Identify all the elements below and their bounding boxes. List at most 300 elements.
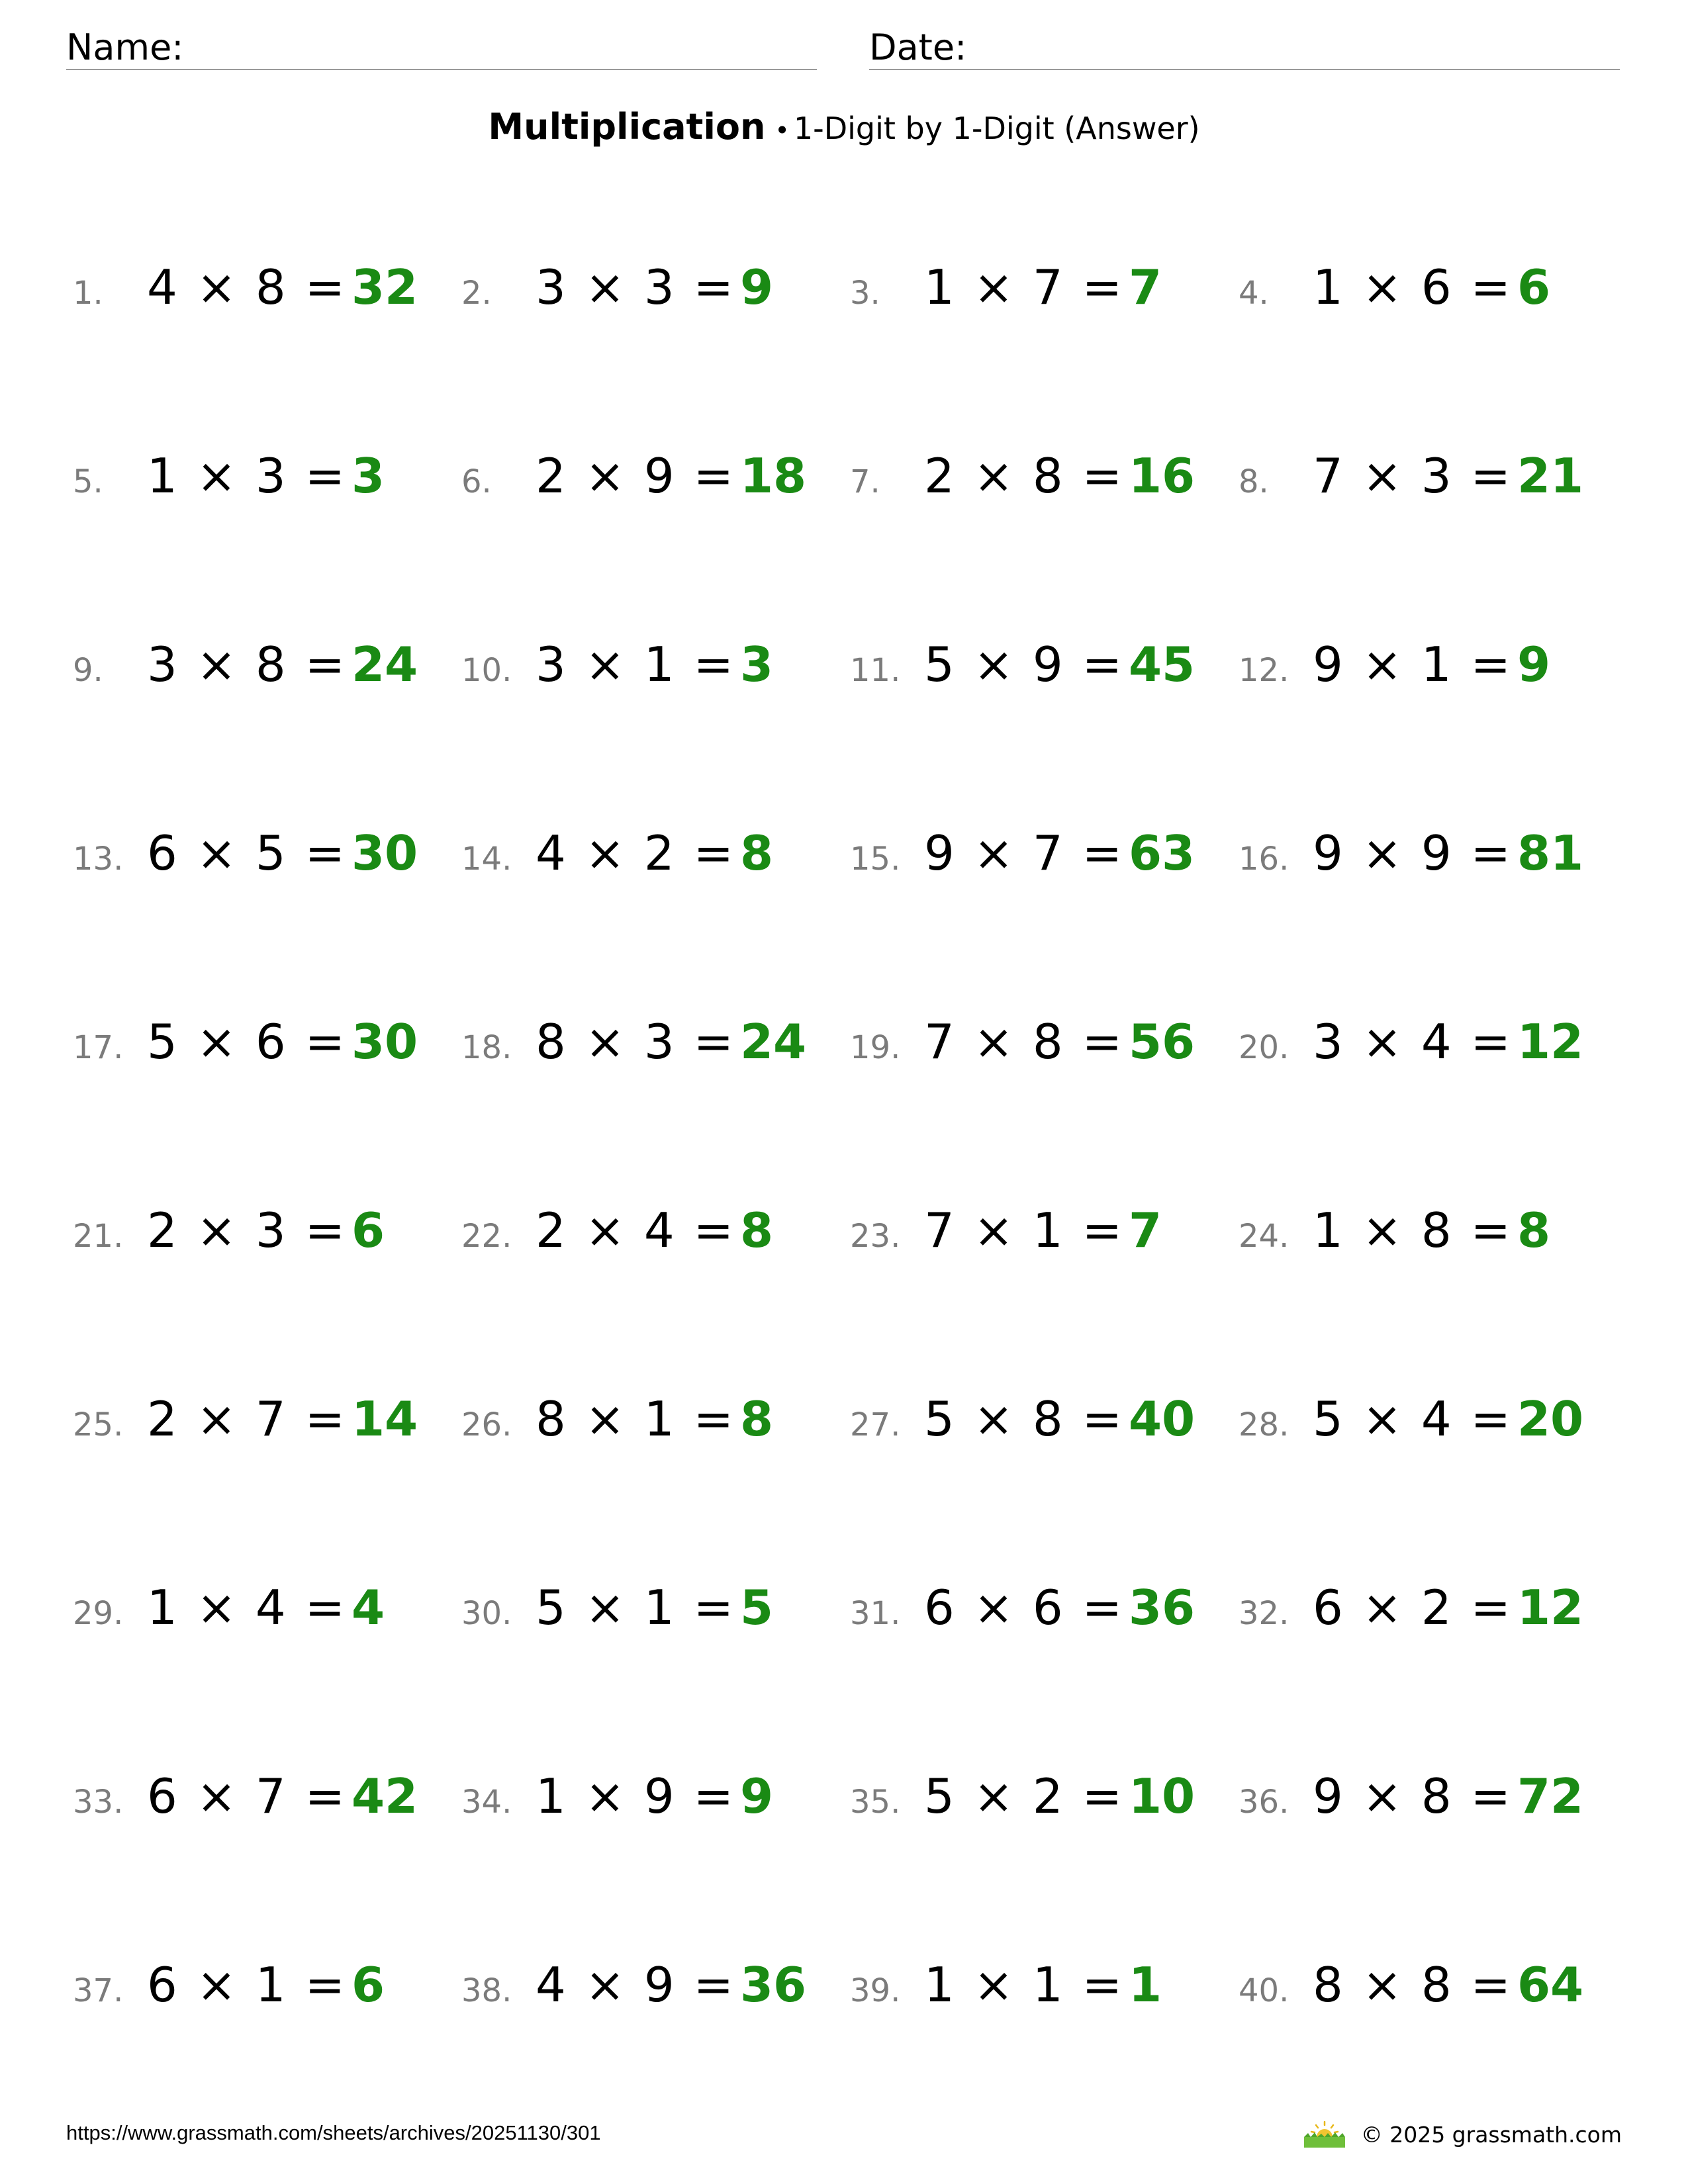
equals-symbol: =	[693, 825, 733, 881]
problem-item	[73, 1580, 461, 1646]
equals-symbol: =	[1470, 1580, 1511, 1635]
answer: 36	[1128, 1580, 1196, 1635]
factor-a: 1	[147, 1580, 177, 1635]
factor-a: 8	[536, 1391, 566, 1447]
times-symbol: ×	[1362, 1391, 1403, 1447]
factor-a: 9	[1313, 825, 1343, 881]
answer: 18	[739, 448, 807, 504]
problem-expression	[1313, 637, 1511, 692]
problem-item	[1239, 1580, 1627, 1646]
times-symbol: ×	[585, 1391, 626, 1447]
times-symbol: ×	[585, 637, 626, 692]
answer: 20	[1517, 1391, 1584, 1447]
times-symbol: ×	[1362, 637, 1403, 692]
factor-a: 4	[536, 1957, 566, 2013]
name-label: Name:	[66, 26, 184, 68]
times-symbol: ×	[585, 1203, 626, 1258]
times-symbol: ×	[973, 825, 1014, 881]
times-symbol: ×	[196, 637, 237, 692]
times-symbol: ×	[1362, 1014, 1403, 1069]
equals-symbol: =	[1082, 1203, 1122, 1258]
problem-number: 28.	[1239, 1406, 1289, 1443]
problem-item	[850, 1391, 1239, 1457]
answer: 64	[1517, 1957, 1584, 2013]
answer: 7	[1128, 1203, 1162, 1258]
factor-a: 5	[1313, 1391, 1343, 1447]
factor-b: 8	[1421, 1768, 1452, 1824]
problem-item	[1239, 1957, 1627, 2023]
problem-number: 14.	[461, 841, 512, 878]
factor-a: 5	[924, 637, 955, 692]
problem-expression	[536, 1580, 733, 1635]
answer: 6	[1517, 259, 1551, 315]
factor-a: 9	[1313, 1768, 1343, 1824]
equals-symbol: =	[693, 1014, 733, 1069]
factor-a: 2	[147, 1391, 177, 1447]
times-symbol: ×	[196, 448, 237, 504]
equals-symbol: =	[1082, 259, 1122, 315]
factor-b: 1	[643, 1580, 675, 1635]
factor-b: 7	[255, 1391, 286, 1447]
problem-expression	[924, 448, 1122, 504]
problem-expression	[147, 825, 345, 881]
answer: 24	[739, 1014, 807, 1069]
answer: 10	[1128, 1768, 1196, 1824]
equals-symbol: =	[305, 1580, 345, 1635]
problem-item	[1239, 1014, 1627, 1080]
equals-symbol: =	[305, 259, 345, 315]
problem-expression	[536, 259, 733, 315]
problem-number: 38.	[461, 1972, 512, 2009]
problem-item	[73, 1203, 461, 1269]
footer-url[interactable]: https://www.grassmath.com/sheets/archives/20251130/301	[66, 2121, 601, 2144]
factor-a: 4	[147, 259, 177, 315]
problem-expression	[147, 1203, 345, 1258]
problem-number: 16.	[1239, 841, 1289, 878]
factor-b: 8	[1032, 448, 1063, 504]
answer: 6	[351, 1957, 385, 2013]
problem-item	[73, 1391, 461, 1457]
equals-symbol: =	[1082, 1957, 1122, 2013]
times-symbol: ×	[585, 448, 626, 504]
answer: 32	[351, 259, 418, 315]
problem-item	[1239, 637, 1627, 703]
problem-number: 25.	[73, 1406, 124, 1443]
problem-item	[461, 1391, 850, 1457]
equals-symbol: =	[305, 1014, 345, 1069]
factor-a: 6	[924, 1580, 955, 1635]
problem-item	[73, 259, 461, 326]
equals-symbol: =	[305, 825, 345, 881]
problem-expression	[1313, 825, 1511, 881]
footer-copyright	[1303, 2120, 1622, 2149]
problem-item	[461, 1768, 850, 1835]
equals-symbol: =	[693, 1391, 733, 1447]
problem-number: 21.	[73, 1218, 124, 1255]
factor-b: 3	[255, 1203, 286, 1258]
answer: 5	[739, 1580, 774, 1635]
problem-item	[1239, 1391, 1627, 1457]
times-symbol: ×	[973, 1203, 1014, 1258]
equals-symbol: =	[1470, 1203, 1511, 1258]
factor-b: 4	[643, 1203, 675, 1258]
factor-b: 4	[255, 1580, 286, 1635]
factor-a: 3	[536, 259, 566, 315]
equals-symbol: =	[693, 259, 733, 315]
times-symbol: ×	[196, 1957, 237, 2013]
problem-number: 27.	[850, 1406, 901, 1443]
equals-symbol: =	[305, 637, 345, 692]
equals-symbol: =	[1082, 1580, 1122, 1635]
problem-number: 35.	[850, 1784, 901, 1821]
factor-a: 4	[536, 825, 566, 881]
problem-number: 5.	[73, 463, 103, 500]
equals-symbol: =	[1470, 1768, 1511, 1824]
factor-b: 8	[255, 637, 286, 692]
factor-b: 3	[643, 259, 675, 315]
problem-number: 6.	[461, 463, 492, 500]
factor-a: 1	[924, 1957, 955, 2013]
date-label: Date:	[869, 26, 967, 68]
answer: 45	[1128, 637, 1196, 692]
times-symbol: ×	[973, 448, 1014, 504]
problem-expression	[1313, 448, 1511, 504]
problem-expression	[536, 448, 733, 504]
name-field[interactable]	[66, 25, 817, 70]
factor-b: 7	[1032, 259, 1063, 315]
factor-b: 2	[1032, 1768, 1063, 1824]
problem-expression	[1313, 1580, 1511, 1635]
problem-number: 34.	[461, 1784, 512, 1821]
times-symbol: ×	[973, 1957, 1014, 2013]
problem-item	[850, 259, 1239, 326]
factor-b: 8	[1421, 1203, 1452, 1258]
times-symbol: ×	[196, 825, 237, 881]
times-symbol: ×	[973, 259, 1014, 315]
factor-a: 7	[924, 1014, 955, 1069]
problem-number: 39.	[850, 1972, 901, 2009]
equals-symbol: =	[1082, 1014, 1122, 1069]
times-symbol: ×	[1362, 1580, 1403, 1635]
factor-b: 7	[1032, 825, 1063, 881]
factor-a: 2	[536, 1203, 566, 1258]
problem-expression	[147, 448, 345, 504]
title-main: Multiplication	[488, 106, 766, 148]
problem-item	[461, 825, 850, 891]
problem-number: 22.	[461, 1218, 512, 1255]
problem-expression	[536, 1203, 733, 1258]
problem-expression	[1313, 259, 1511, 315]
equals-symbol: =	[305, 1391, 345, 1447]
answer: 14	[351, 1391, 418, 1447]
times-symbol: ×	[585, 1768, 626, 1824]
factor-b: 7	[255, 1768, 286, 1824]
factor-a: 9	[924, 825, 955, 881]
problem-expression	[147, 1768, 345, 1824]
problem-item	[461, 1957, 850, 2023]
factor-b: 1	[1421, 637, 1452, 692]
answer: 8	[739, 1391, 774, 1447]
problem-number: 11.	[850, 652, 901, 689]
problem-expression	[1313, 1014, 1511, 1069]
answer: 30	[351, 1014, 418, 1069]
factor-b: 9	[1421, 825, 1452, 881]
times-symbol: ×	[196, 1768, 237, 1824]
answer: 3	[351, 448, 385, 504]
times-symbol: ×	[1362, 1203, 1403, 1258]
problem-item	[1239, 1203, 1627, 1269]
problem-item	[461, 1580, 850, 1646]
factor-a: 8	[536, 1014, 566, 1069]
times-symbol: ×	[973, 637, 1014, 692]
problem-grid	[73, 259, 1628, 2146]
factor-b: 8	[1032, 1391, 1063, 1447]
equals-symbol: =	[1470, 825, 1511, 881]
factor-b: 9	[1032, 637, 1063, 692]
problem-expression	[147, 1580, 345, 1635]
answer: 4	[351, 1580, 385, 1635]
problem-number: 40.	[1239, 1972, 1289, 2009]
title-subtitle: 1-Digit by 1-Digit (Answer)	[793, 111, 1200, 146]
problem-item	[73, 1768, 461, 1835]
problem-expression	[924, 1580, 1122, 1635]
problem-item	[850, 825, 1239, 891]
equals-symbol: =	[1082, 1391, 1122, 1447]
problem-number: 31.	[850, 1595, 901, 1632]
equals-symbol: =	[693, 1203, 733, 1258]
problem-item	[461, 1203, 850, 1269]
problem-expression	[536, 1391, 733, 1447]
factor-b: 3	[255, 448, 286, 504]
problem-number: 18.	[461, 1029, 512, 1066]
factor-b: 6	[255, 1014, 286, 1069]
equals-symbol: =	[1470, 259, 1511, 315]
problem-expression	[924, 1391, 1122, 1447]
problem-number: 3.	[850, 275, 880, 312]
factor-b: 9	[643, 1957, 675, 2013]
equals-symbol: =	[1082, 1768, 1122, 1824]
times-symbol: ×	[1362, 1768, 1403, 1824]
answer: 1	[1128, 1957, 1162, 2013]
problem-number: 4.	[1239, 275, 1269, 312]
factor-b: 8	[255, 259, 286, 315]
problem-item	[850, 1957, 1239, 2023]
problem-expression	[536, 825, 733, 881]
factor-a: 2	[924, 448, 955, 504]
answer: 12	[1517, 1014, 1584, 1069]
answer: 9	[1517, 637, 1551, 692]
equals-symbol: =	[1082, 825, 1122, 881]
factor-b: 8	[1032, 1014, 1063, 1069]
factor-a: 3	[536, 637, 566, 692]
factor-a: 3	[147, 637, 177, 692]
problem-expression	[536, 1957, 733, 2013]
answer: 6	[351, 1203, 385, 1258]
answer: 56	[1128, 1014, 1196, 1069]
equals-symbol: =	[693, 637, 733, 692]
problem-number: 36.	[1239, 1784, 1289, 1821]
problem-number: 2.	[461, 275, 492, 312]
answer: 8	[739, 1203, 774, 1258]
equals-symbol: =	[693, 1768, 733, 1824]
equals-symbol: =	[1470, 1014, 1511, 1069]
times-symbol: ×	[585, 1957, 626, 2013]
factor-b: 2	[643, 825, 675, 881]
answer: 30	[351, 825, 418, 881]
times-symbol: ×	[196, 259, 237, 315]
problem-number: 33.	[73, 1784, 124, 1821]
factor-a: 8	[1313, 1957, 1343, 2013]
equals-symbol: =	[1470, 637, 1511, 692]
problem-item	[73, 825, 461, 891]
problem-item	[461, 259, 850, 326]
factor-a: 2	[536, 448, 566, 504]
times-symbol: ×	[1362, 259, 1403, 315]
times-symbol: ×	[196, 1391, 237, 1447]
equals-symbol: =	[305, 448, 345, 504]
times-symbol: ×	[585, 825, 626, 881]
problem-expression	[924, 1957, 1122, 2013]
factor-b: 1	[643, 1391, 675, 1447]
problem-expression	[1313, 1391, 1511, 1447]
factor-b: 3	[643, 1014, 675, 1069]
factor-b: 3	[1421, 448, 1452, 504]
equals-symbol: =	[693, 1580, 733, 1635]
worksheet-title	[0, 106, 1688, 148]
date-field[interactable]	[869, 25, 1620, 70]
factor-a: 1	[1313, 1203, 1343, 1258]
problem-number: 37.	[73, 1972, 124, 2009]
problem-number: 13.	[73, 841, 124, 878]
equals-symbol: =	[693, 1957, 733, 2013]
factor-b: 8	[1421, 1957, 1452, 2013]
answer: 63	[1128, 825, 1196, 881]
problem-item	[461, 1014, 850, 1080]
times-symbol: ×	[585, 1580, 626, 1635]
answer: 9	[739, 259, 774, 315]
problem-expression	[1313, 1203, 1511, 1258]
problem-item	[850, 1768, 1239, 1835]
problem-number: 1.	[73, 275, 103, 312]
equals-symbol: =	[1470, 1391, 1511, 1447]
problem-expression	[924, 259, 1122, 315]
problem-number: 30.	[461, 1595, 512, 1632]
problem-number: 32.	[1239, 1595, 1289, 1632]
factor-a: 5	[536, 1580, 566, 1635]
factor-a: 9	[1313, 637, 1343, 692]
problem-number: 17.	[73, 1029, 124, 1066]
answer: 81	[1517, 825, 1584, 881]
problem-item	[73, 1957, 461, 2023]
times-symbol: ×	[585, 1014, 626, 1069]
problem-number: 26.	[461, 1406, 512, 1443]
problem-number: 8.	[1239, 463, 1269, 500]
factor-a: 1	[1313, 259, 1343, 315]
equals-symbol: =	[693, 448, 733, 504]
equals-symbol: =	[305, 1203, 345, 1258]
factor-a: 7	[924, 1203, 955, 1258]
factor-a: 1	[924, 259, 955, 315]
answer: 72	[1517, 1768, 1584, 1824]
problem-item	[1239, 448, 1627, 514]
times-symbol: ×	[973, 1014, 1014, 1069]
times-symbol: ×	[1362, 1957, 1403, 2013]
problem-item	[850, 1580, 1239, 1646]
times-symbol: ×	[973, 1768, 1014, 1824]
problem-item	[73, 1014, 461, 1080]
equals-symbol: =	[1470, 448, 1511, 504]
equals-symbol: =	[305, 1957, 345, 2013]
problem-number: 15.	[850, 841, 901, 878]
problem-item	[850, 448, 1239, 514]
problem-number: 9.	[73, 652, 103, 689]
times-symbol: ×	[973, 1580, 1014, 1635]
problem-expression	[1313, 1957, 1511, 2013]
factor-a: 1	[147, 448, 177, 504]
factor-b: 1	[1032, 1957, 1063, 2013]
copyright-text: © 2025 grassmath.com	[1360, 2121, 1622, 2148]
answer: 9	[739, 1768, 774, 1824]
factor-b: 1	[643, 637, 675, 692]
answer: 21	[1517, 448, 1584, 504]
times-symbol: ×	[1362, 448, 1403, 504]
problem-expression	[536, 1014, 733, 1069]
equals-symbol: =	[1082, 637, 1122, 692]
problem-item	[73, 448, 461, 514]
factor-a: 2	[147, 1203, 177, 1258]
times-symbol: ×	[585, 259, 626, 315]
problem-number: 23.	[850, 1218, 901, 1255]
factor-b: 2	[1421, 1580, 1452, 1635]
problem-expression	[147, 1957, 345, 2013]
problem-number: 24.	[1239, 1218, 1289, 1255]
factor-a: 5	[924, 1391, 955, 1447]
factor-b: 1	[1032, 1203, 1063, 1258]
problem-item	[1239, 825, 1627, 891]
problem-item	[1239, 259, 1627, 326]
problem-expression	[147, 1391, 345, 1447]
factor-a: 6	[147, 825, 177, 881]
answer: 8	[739, 825, 774, 881]
answer: 12	[1517, 1580, 1584, 1635]
problem-expression	[924, 1203, 1122, 1258]
problem-expression	[147, 637, 345, 692]
problem-item	[850, 637, 1239, 703]
factor-b: 9	[643, 1768, 675, 1824]
factor-a: 5	[147, 1014, 177, 1069]
problem-expression	[536, 637, 733, 692]
answer: 24	[351, 637, 418, 692]
problem-item	[461, 448, 850, 514]
problem-item	[1239, 1768, 1627, 1835]
problem-expression	[1313, 1768, 1511, 1824]
answer: 8	[1517, 1203, 1551, 1258]
factor-a: 7	[1313, 448, 1343, 504]
factor-a: 6	[1313, 1580, 1343, 1635]
problem-expression	[924, 825, 1122, 881]
problem-expression	[147, 1014, 345, 1069]
factor-a: 6	[147, 1957, 177, 2013]
problem-number: 12.	[1239, 652, 1289, 689]
problem-number: 10.	[461, 652, 512, 689]
factor-b: 4	[1421, 1014, 1452, 1069]
factor-b: 6	[1421, 259, 1452, 315]
times-symbol: ×	[196, 1580, 237, 1635]
problem-number: 19.	[850, 1029, 901, 1066]
problem-item	[461, 637, 850, 703]
problem-number: 29.	[73, 1595, 124, 1632]
answer: 40	[1128, 1391, 1196, 1447]
